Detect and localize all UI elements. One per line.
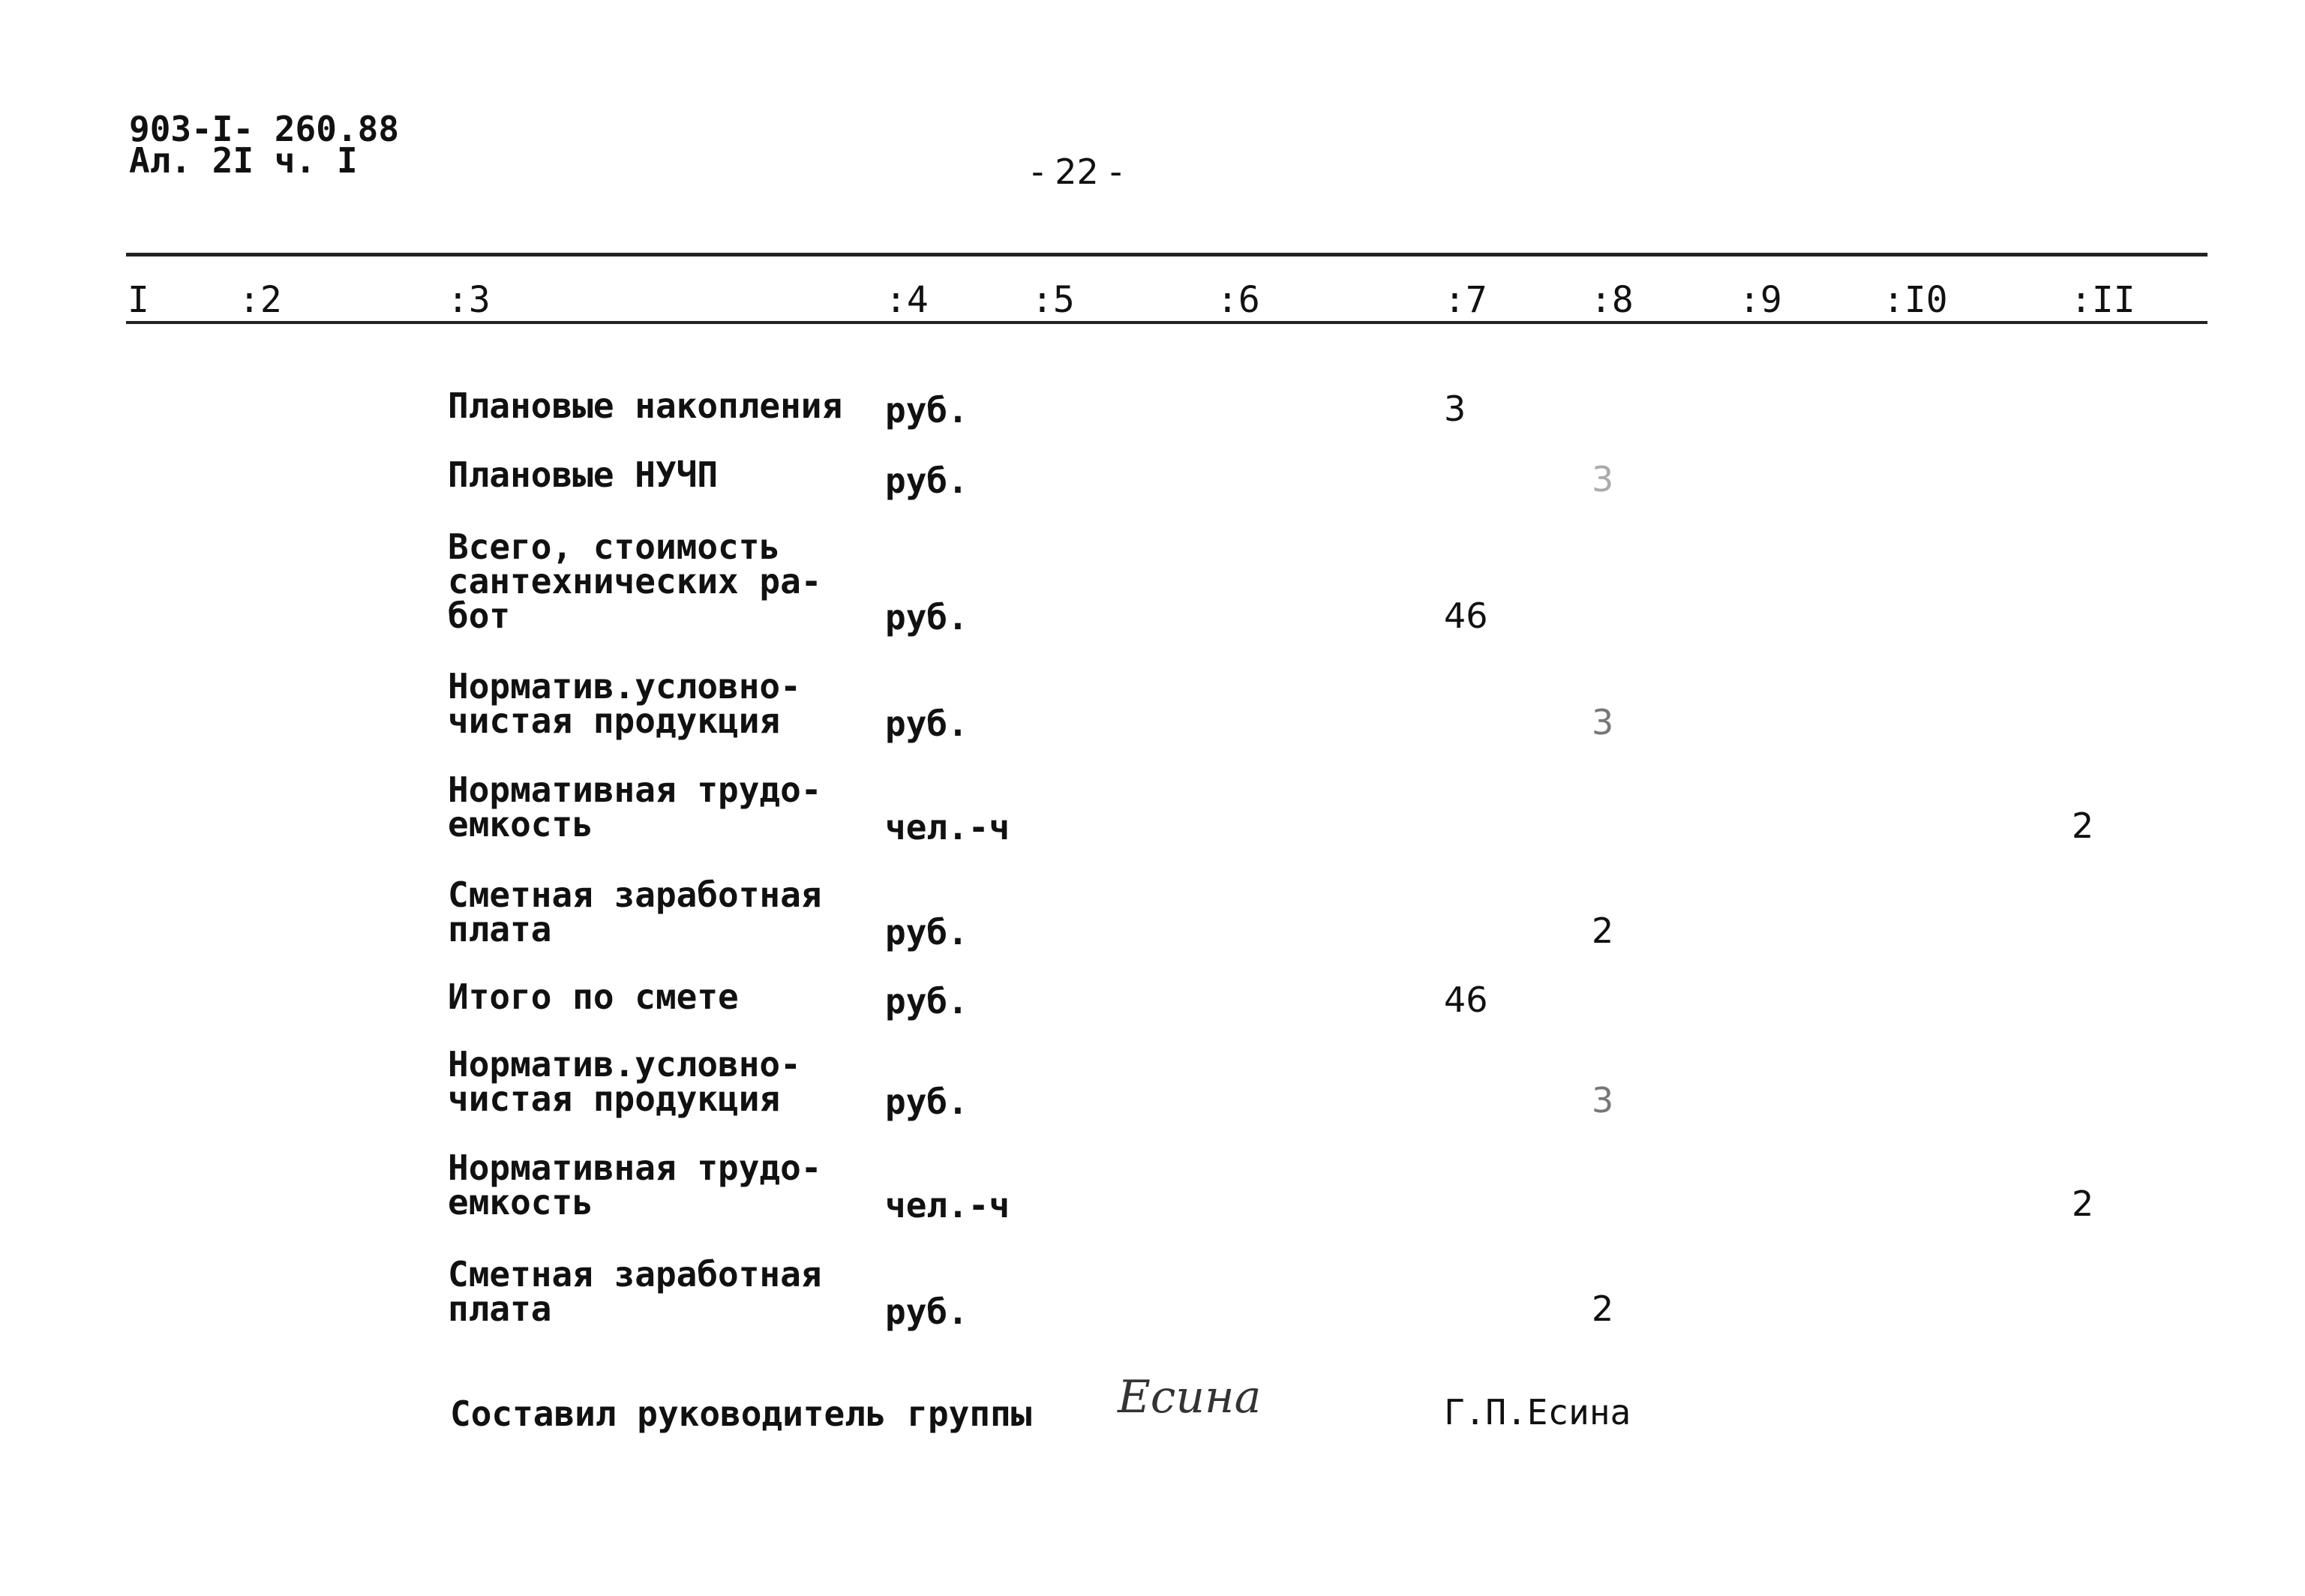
row-value-col7: 46	[1444, 980, 1488, 1020]
row-unit: руб.	[885, 597, 968, 638]
row-value-col8: 3	[1592, 1080, 1614, 1120]
column-header-3: :3	[447, 279, 491, 321]
row-unit: руб.	[885, 1082, 968, 1122]
signatory-name: Г.П.Есина	[1444, 1392, 1631, 1432]
column-header-10: :I0	[1883, 279, 1948, 321]
row-description: Плановые накопления	[448, 386, 843, 426]
sheet-reference: Ал. 2I ч. I	[129, 140, 358, 181]
row-unit: руб.	[885, 912, 968, 952]
row-description: Сметная заработная плата	[448, 1254, 822, 1329]
row-value-col8: 2	[1592, 1288, 1614, 1329]
row-unit: чел.-ч	[885, 1185, 1010, 1226]
row-value-col8: 3	[1592, 702, 1614, 742]
column-header-5: :5	[1031, 279, 1075, 321]
row-description: Норматив.условно-чистая продукция	[448, 1044, 801, 1119]
column-header-4: :4	[885, 279, 929, 321]
row-description: Плановые НУЧП	[448, 454, 719, 495]
row-unit: руб.	[885, 981, 968, 1022]
row-description: Всего, стоимость сантехнических ра-бот	[448, 526, 822, 636]
column-header-9: :9	[1739, 279, 1782, 321]
column-header-2: :2	[239, 279, 282, 321]
page-number: - 22 -	[1031, 152, 1122, 192]
row-unit: чел.-ч	[885, 807, 1010, 848]
compiled-by-label: Составил руководитель группы	[450, 1394, 1032, 1434]
row-value-col7: 46	[1444, 596, 1488, 636]
row-unit: руб.	[885, 1292, 968, 1332]
row-description: Итого по смете	[448, 976, 739, 1017]
row-description: Сметная заработная плата	[448, 874, 822, 950]
row-value-col11: 2	[2072, 806, 2094, 846]
row-value-col8: 2	[1592, 910, 1614, 951]
document-code: 903-I- 260.88	[129, 109, 400, 149]
table-header-rule	[126, 321, 2207, 324]
column-header-11: :II	[2070, 279, 2135, 321]
row-description: Нормативная трудо-емкость	[448, 770, 822, 844]
row-unit: руб.	[885, 460, 968, 501]
handwritten-signature: Есина	[1118, 1371, 1262, 1424]
row-value-col8: 3	[1592, 459, 1614, 500]
row-unit: руб.	[885, 704, 968, 744]
column-header-7: :7	[1444, 279, 1487, 321]
row-value-col7: 3	[1444, 388, 1466, 429]
table-top-rule	[126, 253, 2207, 256]
row-description: Нормативная трудо-емкость	[448, 1148, 822, 1222]
row-unit: руб.	[885, 390, 968, 430]
row-value-col11: 2	[2072, 1184, 2094, 1224]
row-description: Норматив.условно-чистая продукция	[448, 666, 801, 741]
column-header-6: :6	[1217, 279, 1260, 321]
column-header-8: :8	[1590, 279, 1634, 321]
column-header-1: I	[128, 279, 149, 321]
